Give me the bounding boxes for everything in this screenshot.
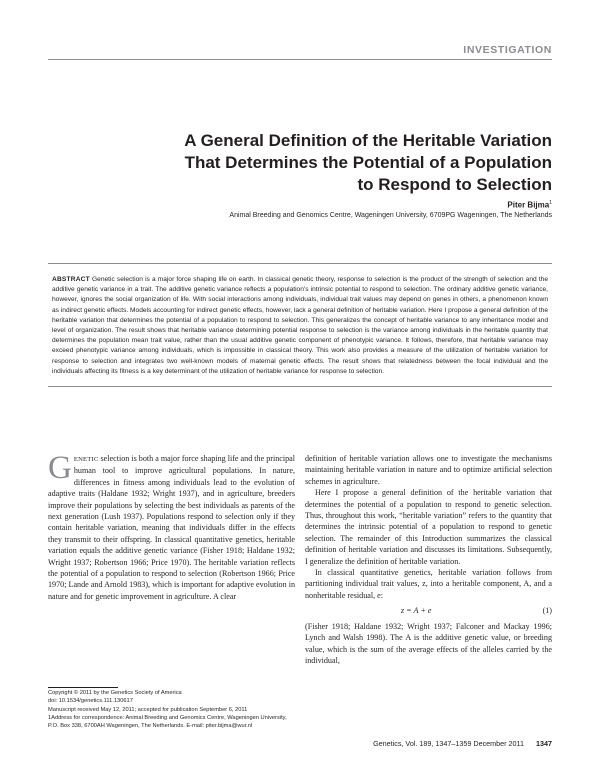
title-line: A General Definition of the Heritable Variation xyxy=(184,131,552,150)
body-paragraph: Here I propose a general definition of the heritable variation that determines the potential of a population to respond to genetic selection. Thus, throughout this work, “heritable variation” refers to the quantity that determines the intrinsic potential of a population to respond to genetic selection. The remainder of this Introduction summarizes the classical definition of heritable variation and discusses its limitations. Subsequently, I generalize the definition of heritable variation. xyxy=(305,488,552,566)
author-name-text: Piter Bijma xyxy=(507,200,550,210)
author-marker: 1 xyxy=(549,200,552,206)
author-affiliation: Animal Breeding and Genomics Centre, Wageningen University, 6709PG Wageningen, The Netherlands xyxy=(229,212,552,219)
drop-cap: G xyxy=(48,450,72,486)
title-line: to Respond to Selection xyxy=(357,175,552,194)
body-column-left xyxy=(48,450,295,602)
page-number: 1347 xyxy=(536,739,552,748)
article-title xyxy=(60,130,552,196)
author-name xyxy=(507,200,552,210)
section-label: INVESTIGATION xyxy=(463,44,552,56)
page-footer xyxy=(373,739,552,748)
footnote-copyright: Copyright © 2011 by the Genetics Society of America xyxy=(48,690,182,696)
smallcaps-lead: ENETIC xyxy=(73,456,99,463)
abstract-label: ABSTRACT xyxy=(52,276,90,283)
equation-1 xyxy=(305,605,552,616)
body-column-right xyxy=(305,453,552,666)
body-paragraph: In classical quantitative genetics, heritable variation follows from partitioning individual trait values, z, into a heritable component, A, and a nonheritable residual, e: xyxy=(305,568,552,600)
paragraph-text: selection is both a major force shaping life and the principal human tool to improve agricultural populations. In nature, differences in fitness among individuals lead to the evolution of adaptive traits (Haldane 1932; Wright 1937), and in agriculture, breeders improve their populations by selecting the best individuals as parents of the next generation (Lush 1937). Populations respond to selection only if they contain heritable variation, meaning that individuals differ in the effects they transmit to their offspring. In classical quantitative genetics, heritable variation equals the additive genetic variance (Fisher 1918; Haldane 1932; Wright 1937; Robertson 1966; Price 1970). The heritable variation reflects the potential of a population to respond to selection (Robertson 1966; Price 1970; Lande and Arnold 1983), which is important for adaptive evolution in nature and for genetic improvement in agriculture. A clear xyxy=(48,454,295,601)
journal-citation: Genetics, Vol. 189, 1347–1359 December 2011 xyxy=(373,739,524,748)
equation-number: (1) xyxy=(542,606,552,616)
footnote-doi: doi: 10.1534/genetics.111.130617 xyxy=(48,698,133,705)
body-paragraph: definition of heritable variation allows one to investigate the mechanisms maintaining heritable variation in nature and to optimize artificial selection schemes in agriculture. xyxy=(305,454,552,486)
footnote-rule xyxy=(48,687,118,688)
abstract xyxy=(48,263,552,387)
equation-expression: z = A + e xyxy=(401,606,432,616)
title-line: That Determines the Potential of a Population xyxy=(184,153,552,172)
abstract-text: Genetic selection is a major force shaping life on earth. In classical genetic theory, response to selection is the product of the strength of selection and the additive genetic variance in a trait. The additive genetic variance reflects a population’s intrinsic potential to respond to selection. The ordinary additive genetic variance, however, ignores the social organization of life. With social interactions among individuals, individual trait values may depend on genes in others, a phenomenon known as indirect genetic effects. Models accounting for indirect genetic effects, however, lack a general definition of heritable variation. Here I propose a general definition of the heritable variation that determines the potential of a population to respond to selection. This generalizes the concept of heritable variance to any inheritance model and level of organization. The result shows that heritable variance determining potential response to selection is the variance among individuals in the heritable quantity that determines the population mean trait value, rather than the usual additive genetic component of phenotypic variance. It follows, therefore, that heritable variance may exceed phenotypic variance among individuals, which is impossible in classical theory. This work also provides a measure of the utilization of heritable variation for response to selection and integrates two well-known models of maternal genetic effects. The result shows that relatedness between the focal individual and the individuals affecting its fitness is a key determinant of the utilization of heritable variance for response to selection. xyxy=(52,276,548,375)
footnotes xyxy=(48,689,288,730)
header-rule xyxy=(48,59,552,60)
body-paragraph xyxy=(48,450,295,602)
body-paragraph: (Fisher 1918; Haldane 1932; Wright 1937; Falconer and Mackay 1996; Lynch and Walsh 1998). The A is the additive genetic value, or breeding value, which is the sum of the average effects of the alleles carried by the individual, xyxy=(305,621,552,665)
footnote-correspondence: 1Address for correspondence: Animal Breeding and Genomics Centre, Wageningen University, P.O. Box 338, 6700AH Wageningen, The Netherlands. E-mail: piter.bijma@wur.nl xyxy=(48,714,287,730)
footnote-manuscript-dates: Manuscript received May 12, 2011; accepted for publication September 6, 2011 xyxy=(48,706,248,713)
